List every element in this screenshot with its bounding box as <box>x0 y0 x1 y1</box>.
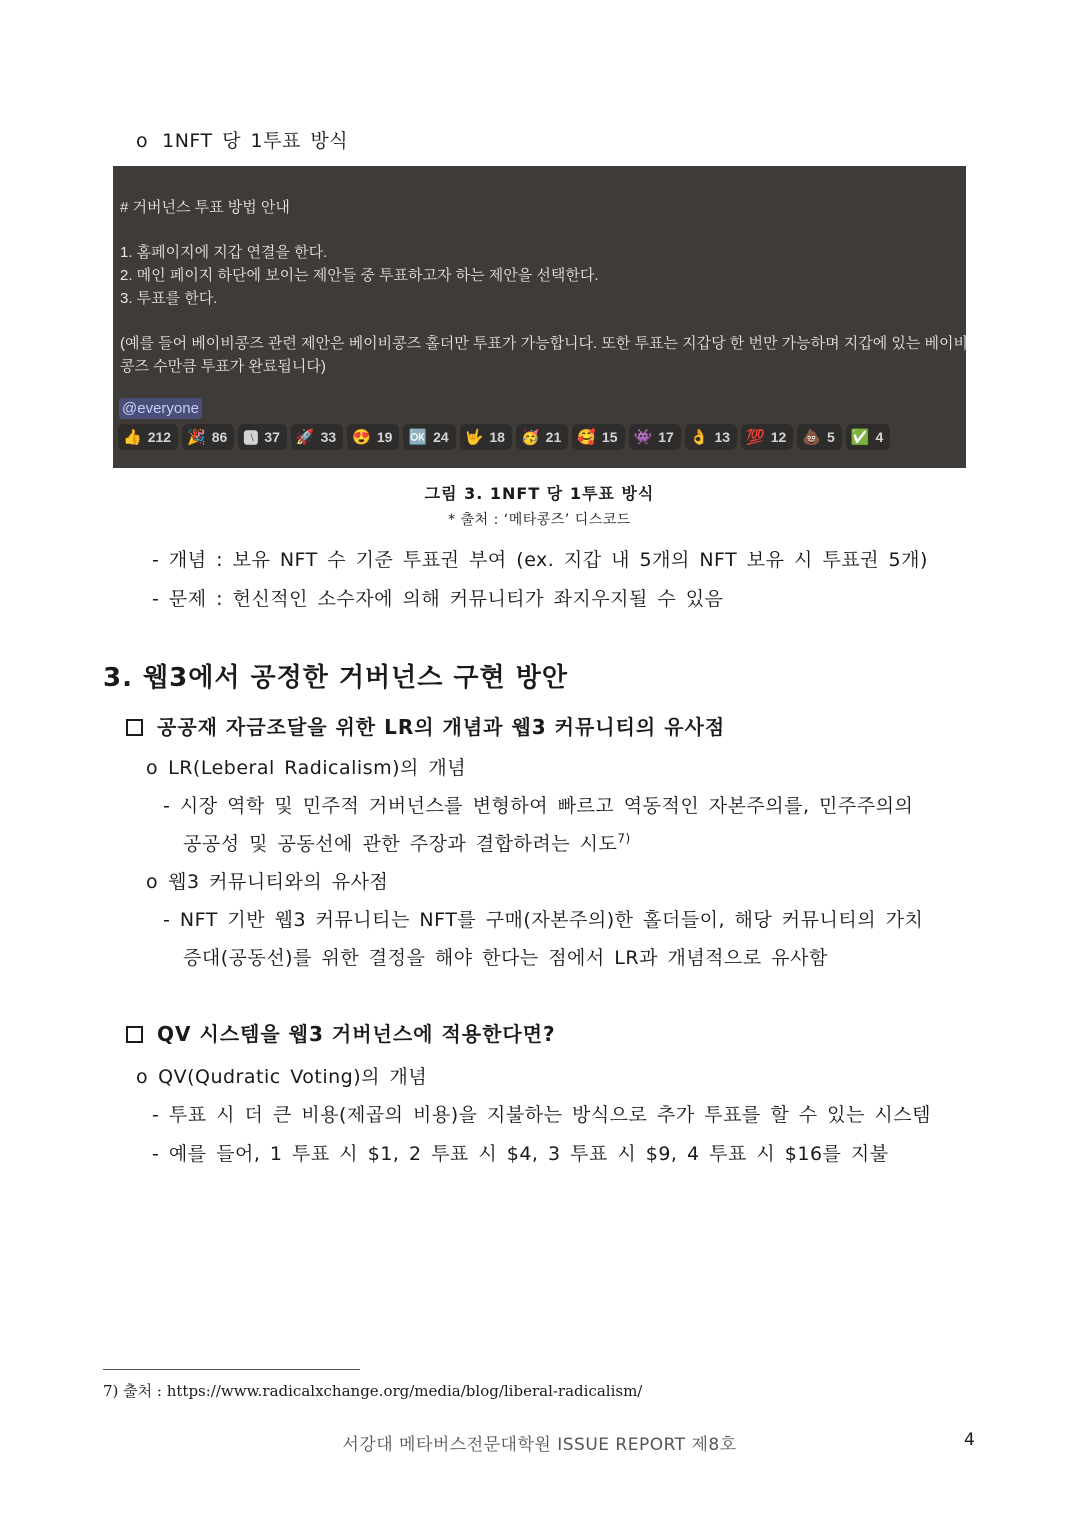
ok-hand-icon: 👌 <box>689 429 709 446</box>
discord-step-3: 3. 투표를 한다. <box>120 290 218 307</box>
reaction-ok: 🆗 24 <box>403 424 455 450</box>
letter-a-icon: 🅰 <box>243 429 259 447</box>
discord-step-1: 1. 홈페이지에 지갑 연결을 한다. <box>120 244 328 261</box>
circle-bullet-icon: o <box>146 871 159 893</box>
sub1-bullet-2: o 웹3 커뮤니티와의 유사점 <box>146 871 389 893</box>
sub1-b2-line-1: - NFT 기반 웹3 커뮤니티는 NFT를 구매(자본주의)한 홀더들이, 해당 커뮤니티의 가치 <box>163 909 924 931</box>
reaction-hundred: 💯 12 <box>741 424 793 450</box>
thumbs-up-icon: 👍 <box>123 429 142 446</box>
reaction-check: ✅ 4 <box>846 424 890 450</box>
concept-line: - 개념 : 보유 NFT 수 기준 투표권 부여 (ex. 지갑 내 5개의 NFT 보유 시 투표권 5개) <box>152 549 928 571</box>
love-you-gesture-icon: 🤟 <box>464 429 484 446</box>
footer-title: 서강대 메타버스전문대학원 ISSUE REPORT 제8호 <box>342 1435 737 1455</box>
sub1-b1-line-2: 공공성 및 공동선에 관한 주장과 결합하려는 시도$^{7)}$ <box>183 831 631 855</box>
discord-announcement-image <box>113 166 966 468</box>
discord-note-line-2: 콩즈 수만큼 투표가 완료됩니다) <box>120 358 326 375</box>
footnote-ref: 7) <box>617 831 631 846</box>
hundred-points-icon: 💯 <box>746 429 765 446</box>
sub1-b1-line-1: - 시장 역학 및 민주적 거버넌스를 변형하여 빠르고 역동적인 자본주의를, 민주주의의 <box>163 795 914 817</box>
top-bullet-text: 1NFT 당 1투표 방식 <box>162 130 349 152</box>
figure-caption: 그림 3. 1NFT 당 1투표 방식 <box>424 484 655 503</box>
reaction-heart-eyes: 😍 19 <box>347 424 399 450</box>
poop-icon: 💩 <box>802 429 821 446</box>
reaction-poop: 💩 5 <box>797 424 841 450</box>
alien-monster-icon: 👾 <box>633 429 653 446</box>
checkbox-square-icon <box>126 1026 143 1043</box>
ok-icon: 🆗 <box>408 429 428 446</box>
footnote-divider <box>103 1369 360 1370</box>
circle-bullet-icon: o <box>146 757 159 779</box>
heart-eyes-icon: 😍 <box>352 429 371 446</box>
subsection-1-title: 공공재 자금조달을 위한 LR의 개념과 웹3 커뮤니티의 유사점 <box>126 711 725 740</box>
section-title: 3. 웹3에서 공정한 거버넌스 구현 방안 <box>103 663 568 693</box>
checkbox-square-icon <box>126 719 143 736</box>
reaction-a: 🅰 37 <box>238 424 287 450</box>
figure-source: * 출처 : ‘메타콩즈’ 디스코드 <box>448 512 631 528</box>
reaction-rocket: 🚀 33 <box>291 424 343 450</box>
reaction-smiling-hearts: 🥰 15 <box>572 424 624 450</box>
rocket-icon: 🚀 <box>295 429 315 446</box>
problem-line: - 문제 : 헌신적인 소수자에 의해 커뮤니티가 좌지우지될 수 있음 <box>152 588 724 610</box>
circle-bullet-icon: o <box>136 130 149 152</box>
discord-step-2: 2. 메인 페이지 하단에 보이는 제안들 중 투표하고자 하는 제안을 선택한다. <box>120 267 599 284</box>
discord-header: # 거버넌스 투표 방법 안내 <box>120 199 290 216</box>
discord-note-line-1: (예를 들어 베이비콩즈 관련 제안은 베이비콩즈 홀더만 투표가 가능합니다. 또한 투표는 지갑당 한 번만 가능하며 지갑에 있는 베이비 <box>120 335 968 352</box>
smiling-hearts-icon: 🥰 <box>577 429 596 446</box>
check-mark-icon: ✅ <box>850 429 870 446</box>
reaction-rock-on: 🤟 18 <box>460 424 512 450</box>
reaction-thumbs-up: 👍 212 <box>118 424 178 450</box>
sub2-line-1: - 투표 시 더 큰 비용(제곱의 비용)을 지불하는 방식으로 추가 투표를 할 수 있는 시스템 <box>152 1104 931 1126</box>
reaction-alien: 👾 17 <box>629 424 681 450</box>
sub2-bullet-1: o QV(Qudratic Voting)의 개념 <box>136 1066 428 1088</box>
top-bullet <box>136 126 348 153</box>
subsection-2-title: QV 시스템을 웹3 거버넌스에 적용한다면? <box>126 1018 556 1047</box>
page-number: 4 <box>964 1430 976 1450</box>
partying-face-icon: 🥳 <box>520 429 540 446</box>
reaction-bar <box>118 424 890 450</box>
sub2-line-2: - 예를 들어, 1 투표 시 $1, 2 투표 시 $4, 3 투표 시 $9, 4 투표 시 $16를 지불 <box>152 1143 889 1165</box>
sub1-bullet-1: o LR(Leberal Radicalism)의 개념 <box>146 757 467 779</box>
party-popper-icon: 🎉 <box>187 429 206 446</box>
sub1-b2-line-2: 증대(공동선)를 위한 결정을 해야 한다는 점에서 LR과 개념적으로 유사함 <box>183 947 828 969</box>
reaction-ok-hand: 👌 13 <box>685 424 737 450</box>
everyone-mention: @everyone <box>119 398 202 419</box>
footnote: 7) 출처 : https://www.radicalxchange.org/media/blog/liberal-radicalism/ <box>103 1382 643 1400</box>
reaction-partying-face: 🥳 21 <box>516 424 568 450</box>
reaction-party: 🎉 86 <box>182 424 234 450</box>
circle-bullet-icon: o <box>136 1066 149 1088</box>
